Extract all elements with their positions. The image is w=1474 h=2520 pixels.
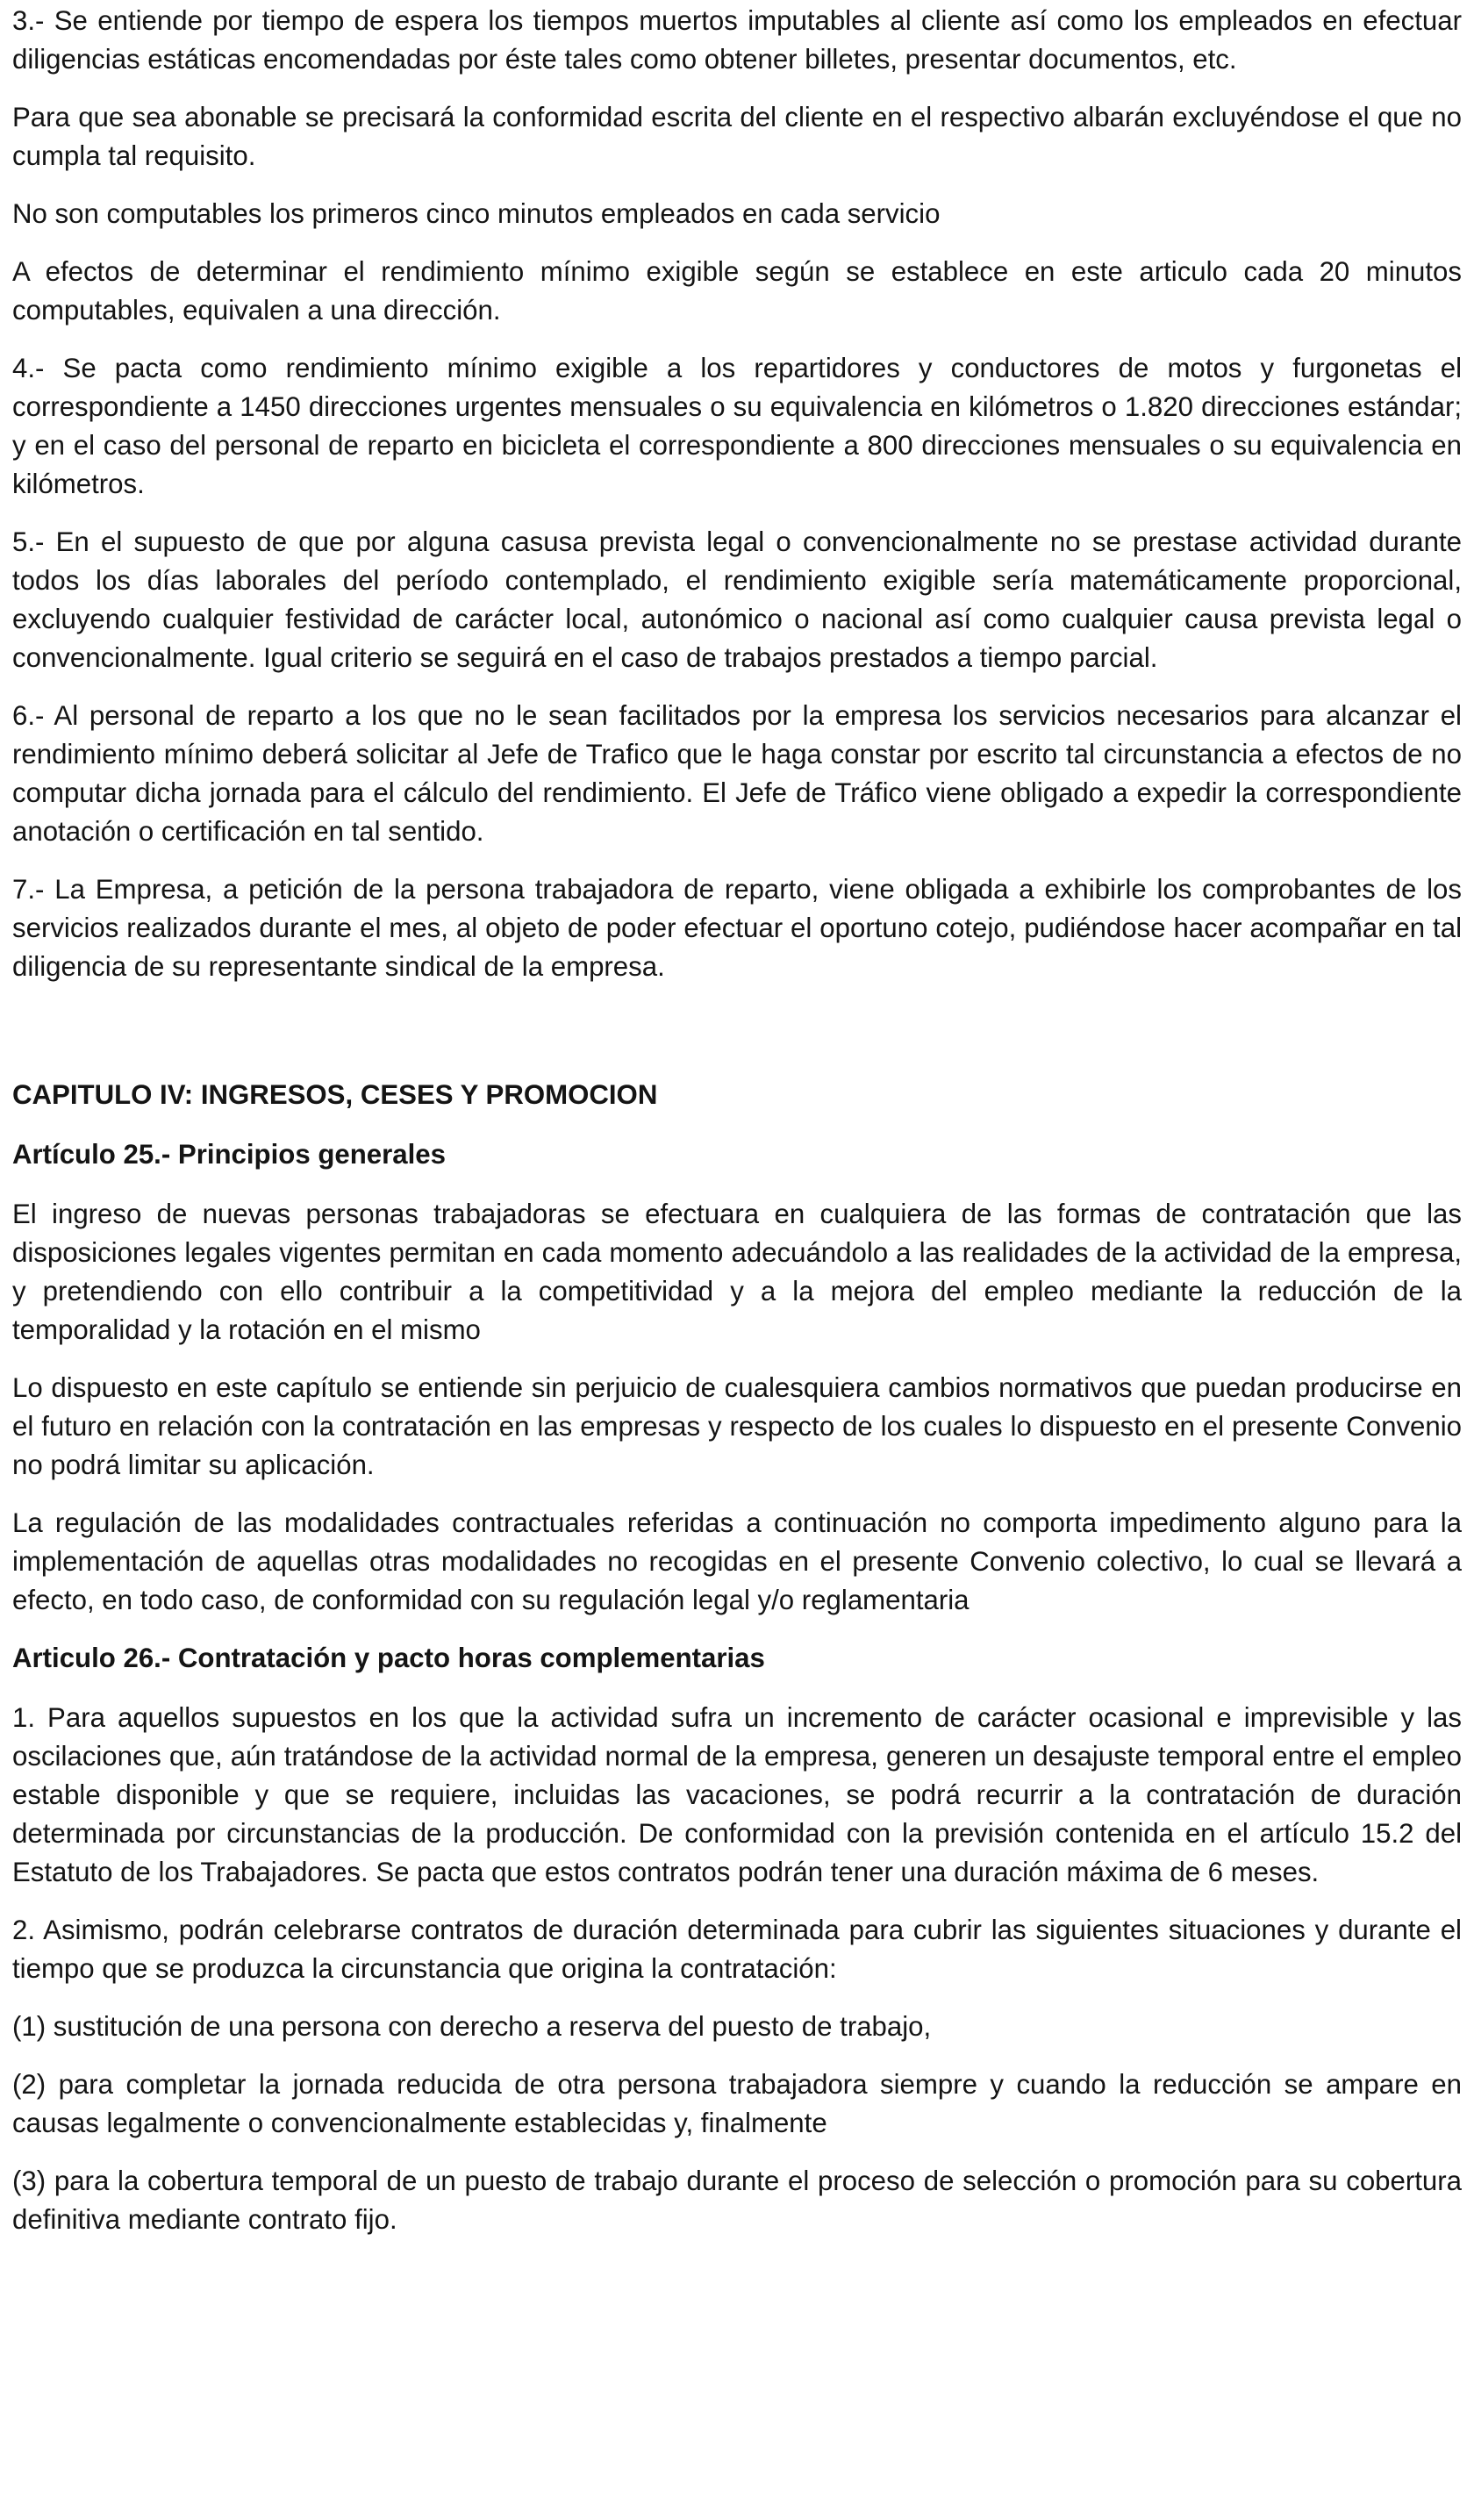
paragraph-4-minimum-directions: 4.- Se pacta como rendimiento mínimo exigible a los repartidores y conductores de motos y furgonetas el correspondiente a 1450 direcciones urgentes mensuales o su equivalencia en kilómetros o 1.820 direcciones estándar; y en el caso del personal de reparto en bicicleta el correspondiente a 800 direcciones mensuales o su equivalencia en kilómetros. bbox=[12, 353, 1462, 499]
paragraph-3-waiting-time: 3.- Se entiende por tiempo de espera los tiempos muertos imputables al cliente así como los empleados en efectuar diligencias estáticas encomendadas por éste tales como obtener billetes, presentar documentos, etc. bbox=[12, 5, 1462, 75]
article-26-heading: Articulo 26.- Contratación y pacto horas complementarias bbox=[12, 1643, 765, 1673]
article-26-paragraph-2: 2. Asimismo, podrán celebrarse contratos de duración determinada para cubrir las siguientes situaciones y durante el tiempo que se produzca la circunstancia que origina la contratación: bbox=[12, 1915, 1462, 1984]
article-26-item-3: (3) para la cobertura temporal de un puesto de trabajo durante el proceso de selección o promoción para su cobertura definitiva mediante contrato fijo. bbox=[12, 2166, 1462, 2235]
article-25-paragraph-2: Lo dispuesto en este capítulo se entiende sin perjuicio de cualesquiera cambios normativos que puedan producirse en el futuro en relación con la contratación en las empresas y respecto de los cuales lo dispuesto en el presente Convenio no podrá limitar su aplicación. bbox=[12, 1372, 1462, 1480]
paragraph-6-traffic-chief: 6.- Al personal de reparto a los que no le sean facilitados por la empresa los servicios necesarios para alcanzar el rendimiento mínimo deberá solicitar al Jefe de Trafico que le haga constar por escrito tal circunstancia a efectos de no computar dicha jornada para el cálculo del rendimiento. El Jefe de Tráfico viene obligado a expedir la correspondiente anotación o certificación en tal sentido. bbox=[12, 700, 1462, 847]
paragraph-5-proportional: 5.- En el supuesto de que por alguna casusa prevista legal o convencionalmente no se prestase actividad durante todos los días laborales del período contemplado, el rendimiento exigible sería matemáticamente proporcional, excluyendo cualquier festividad de carácter local, autonómico o nacional así como cualquier causa prevista legal o convencionalmente. Igual criterio se seguirá en el caso de trabajos prestados a tiempo parcial. bbox=[12, 526, 1462, 673]
section-gap bbox=[12, 1006, 1462, 1076]
chapter-heading: CAPITULO IV: INGRESOS, CESES Y PROMOCION bbox=[12, 1079, 658, 1110]
article-26-item-2: (2) para completar la jornada reducida de otra persona trabajadora siempre y cuando la reducción se ampare en causas legalmente o convencionalmente establecidas y, finalmente bbox=[12, 2069, 1462, 2138]
paragraph-client-conformity: Para que sea abonable se precisará la conformidad escrita del cliente en el respectivo albarán excluyéndose el que no cumpla tal requisito. bbox=[12, 102, 1462, 171]
article-25-heading: Artículo 25.- Principios generales bbox=[12, 1139, 446, 1170]
article-26-item-1: (1) sustitución de una persona con derecho a reserva del puesto de trabajo, bbox=[12, 2011, 932, 2042]
document-page bbox=[12, 2, 1462, 2259]
article-26-paragraph-1: 1. Para aquellos supuestos en los que la actividad sufra un incremento de carácter ocasional e imprevisible y las oscilaciones que, aún tratándose de la actividad normal de la empresa, generen un desajuste temporal entre el empleo estable disponible y que se requiere, incluidas las vacaciones, se podrá recurrir a la contratación de duración determinada por circunstancias de la producción. De conformidad con la previsión contenida en el artículo 15.2 del Estatuto de los Trabajadores. Se pacta que estos contratos podrán tener una duración máxima de 6 meses. bbox=[12, 1702, 1462, 1887]
paragraph-first-minutes: No son computables los primeros cinco minutos empleados en cada servicio bbox=[12, 198, 941, 229]
article-25-paragraph-3: La regulación de las modalidades contractuales referidas a continuación no comporta impedimento alguno para la implementación de aquellas otras modalidades no recogidas en el presente Convenio colectivo, lo cual se llevará a efecto, en todo caso, de conformidad con su regulación legal y/o reglamentaria bbox=[12, 1507, 1462, 1615]
article-25-paragraph-1: El ingreso de nuevas personas trabajadoras se efectuara en cualquiera de las formas de contratación que las disposiciones legales vigentes permitan en cada momento adecuándolo a las realidades de la actividad de la empresa, y pretendiendo con ello contribuir a la competitividad y a la mejora del empleo mediante la reducción de la temporalidad y la rotación en el mismo bbox=[12, 1199, 1462, 1345]
paragraph-7-service-receipts: 7.- La Empresa, a petición de la persona trabajadora de reparto, viene obligada a exhibirle los comprobantes de los servicios realizados durante el mes, al objeto de poder efectuar el oportuno cotejo, pudiéndose hacer acompañar en tal diligencia de su representante sindical de la empresa. bbox=[12, 874, 1462, 982]
paragraph-minimum-performance: A efectos de determinar el rendimiento mínimo exigible según se establece en este articulo cada 20 minutos computables, equivalen a una dirección. bbox=[12, 256, 1462, 326]
